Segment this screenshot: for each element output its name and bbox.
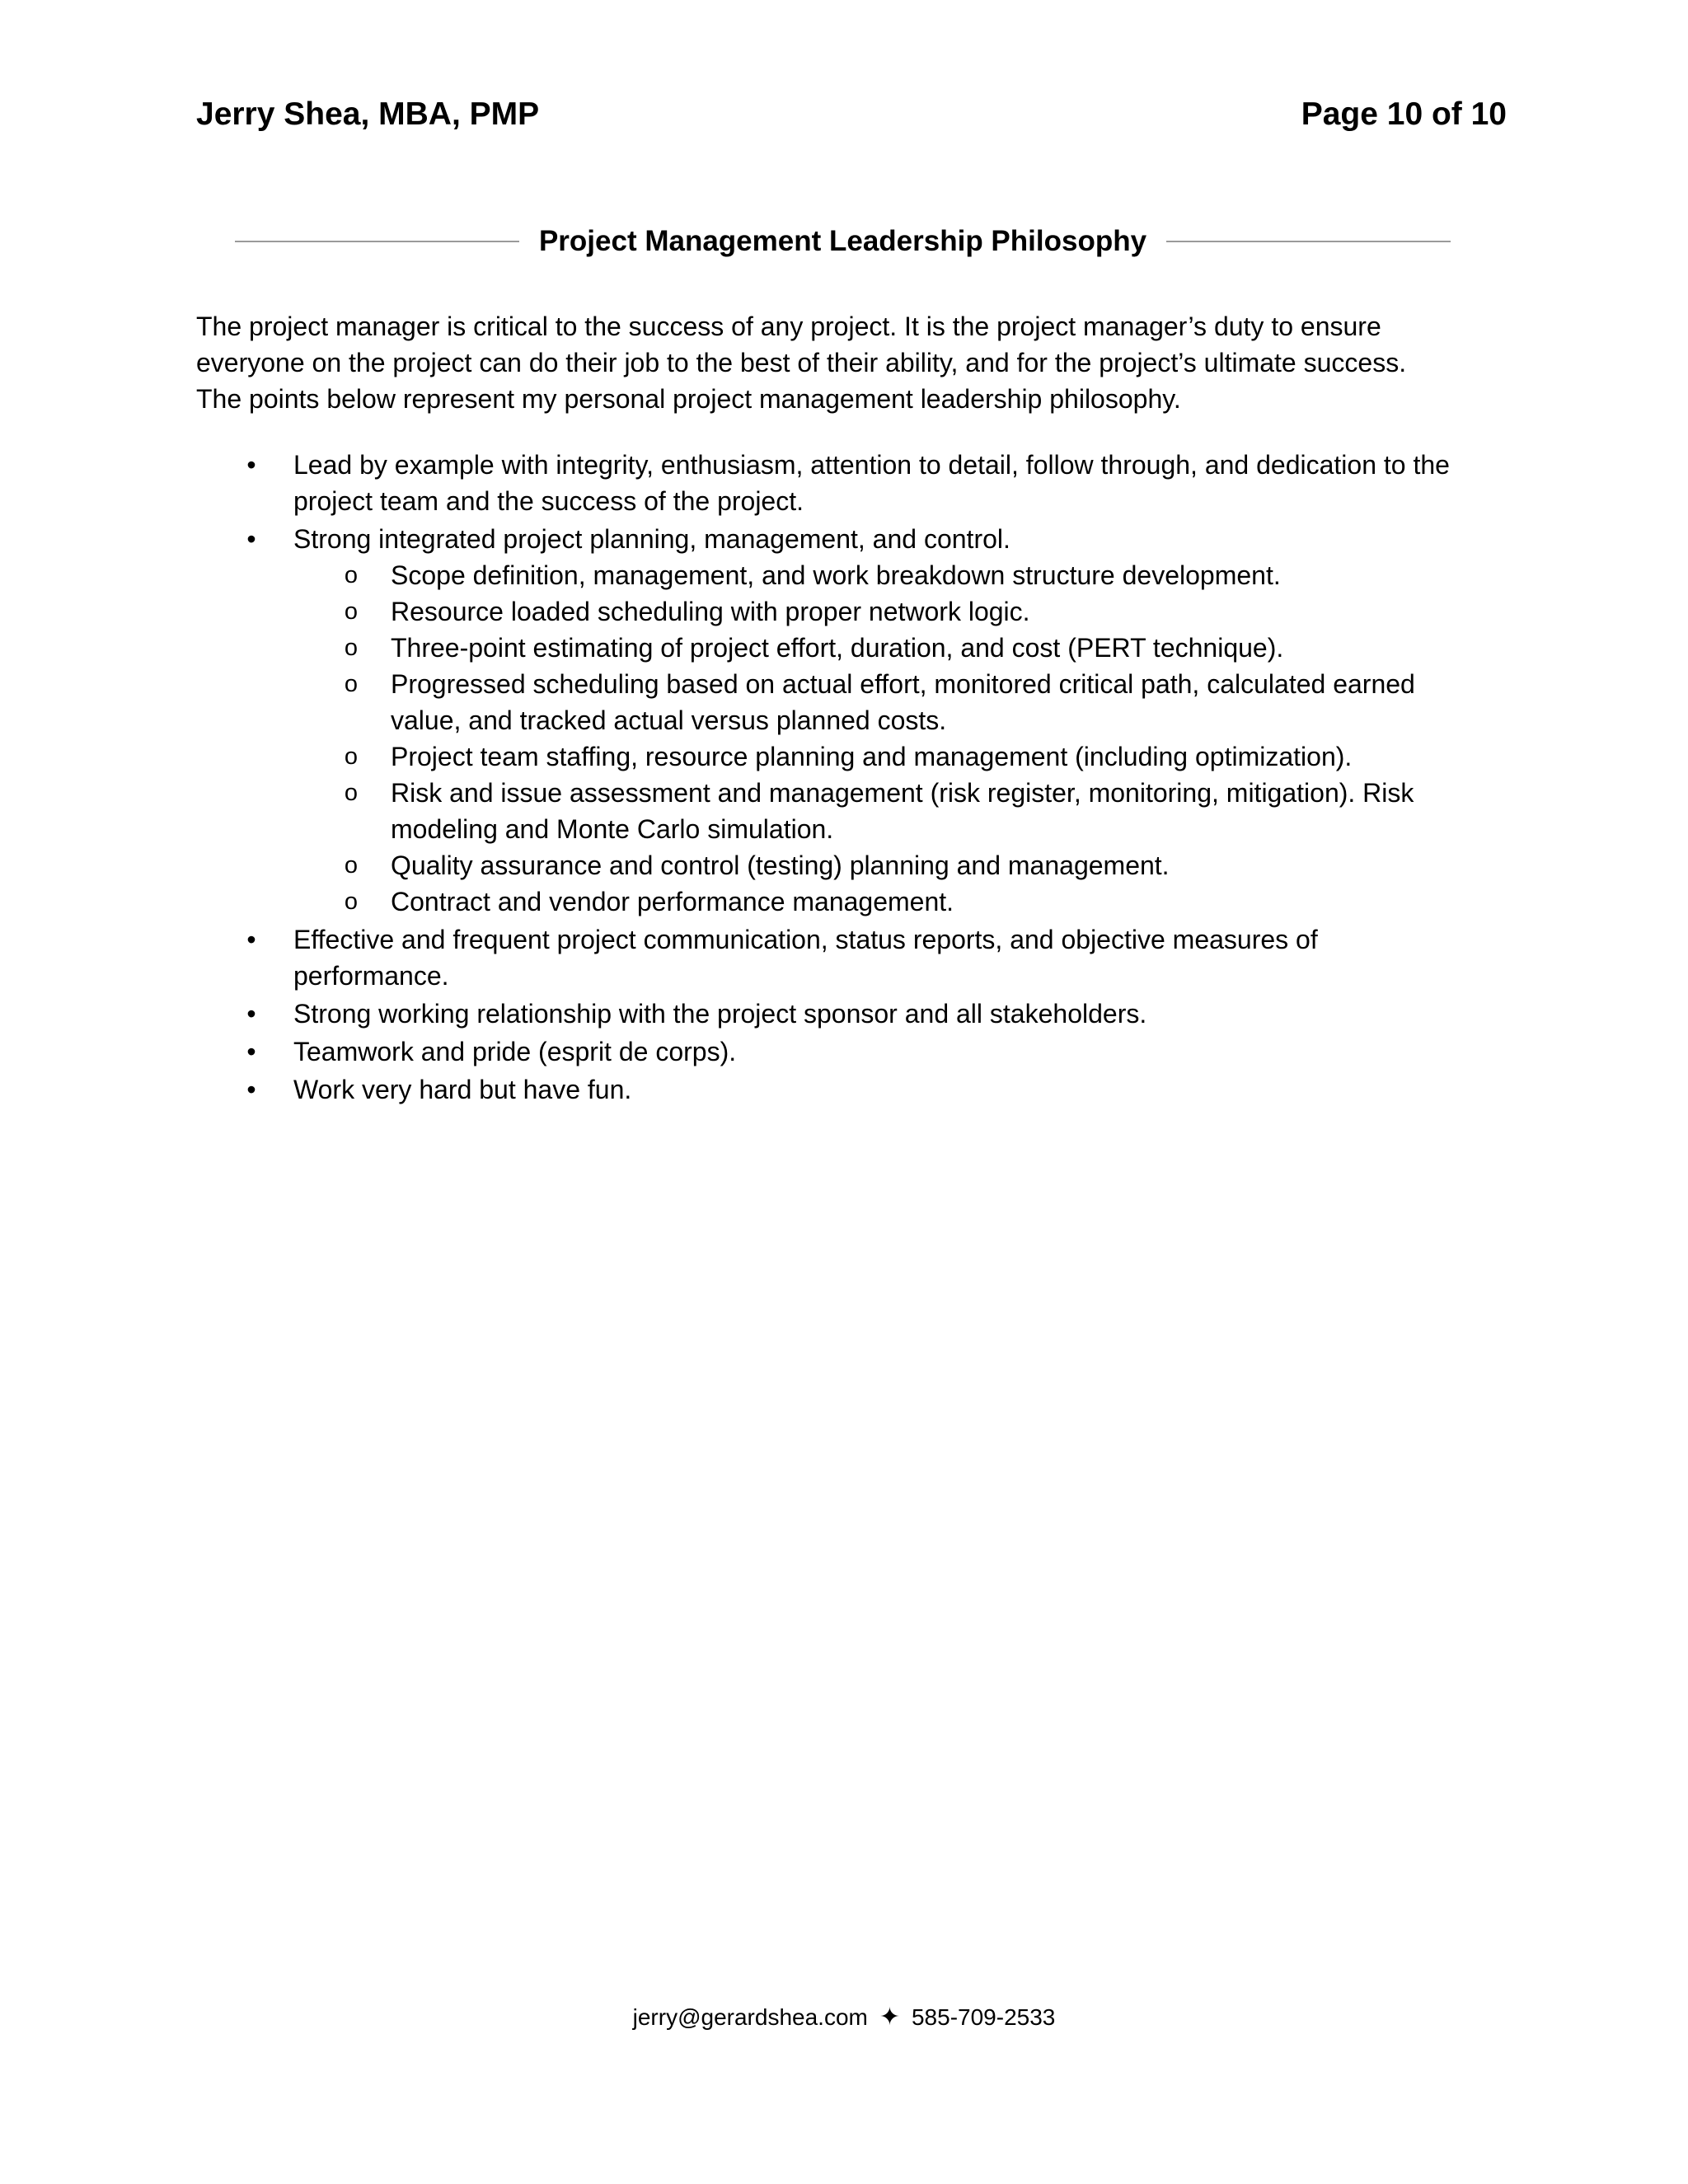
bullet-text — [293, 1037, 736, 1066]
circle-bullet-icon: o — [344, 635, 359, 661]
sub-list — [293, 557, 1515, 920]
text-line: value, and tracked actual versus planned costs. — [391, 705, 947, 735]
text-line: The project manager is critical to the success of any project. It is the project manager’s duty to ensure — [196, 312, 1381, 341]
sub-bullet-item — [293, 557, 1515, 593]
text-line: project team and the success of the project. — [293, 486, 804, 516]
heading-rule-right — [1166, 241, 1451, 242]
text-line: Work very hard but have fun. — [293, 1075, 632, 1104]
bullet-text — [293, 925, 1318, 991]
circle-bullet-icon: o — [344, 780, 359, 806]
text-line: Lead by example with integrity, enthusiasm, attention to detail, follow through, and dedication to the — [293, 450, 1450, 480]
sub-bullet-item — [293, 775, 1515, 847]
section-title: Project Management Leadership Philosophy — [538, 225, 1147, 257]
bullet-item — [196, 447, 1515, 519]
text-line: Quality assurance and control (testing) planning and management. — [391, 851, 1170, 880]
text-line: Contract and vendor performance management. — [391, 887, 954, 916]
sub-bullet-text — [391, 851, 1170, 880]
circle-bullet-icon: o — [344, 743, 359, 770]
philosophy-list — [196, 447, 1515, 1109]
bullet-item — [196, 921, 1515, 994]
bullet-item — [196, 1071, 1515, 1108]
text-line: Three-point estimating of project effort, duration, and cost (PERT technique). — [391, 633, 1284, 663]
bullet-dot-icon: • — [246, 999, 256, 1029]
bullet-text — [293, 524, 1010, 554]
circle-bullet-icon: o — [344, 598, 359, 625]
sub-bullet-item — [293, 738, 1515, 775]
text-line: performance. — [293, 961, 449, 991]
sub-bullet-item — [293, 883, 1515, 920]
circle-bullet-icon: o — [344, 888, 359, 915]
text-line: Progressed scheduling based on actual effort, monitored critical path, calculated earned — [391, 669, 1415, 699]
text-line: everyone on the project can do their job to the best of their ability, and for the project’s ultimate success. — [196, 348, 1407, 377]
bullet-dot-icon: • — [246, 524, 256, 554]
sub-bullet-text — [391, 633, 1283, 663]
text-line: Strong working relationship with the project sponsor and all stakeholders. — [293, 999, 1147, 1029]
sub-bullet-text — [391, 560, 1281, 590]
text-line: Risk and issue assessment and management (risk register, monitoring, mitigation). Risk — [391, 778, 1414, 808]
bullet-text — [293, 1075, 631, 1104]
circle-bullet-icon: o — [344, 562, 359, 588]
bullet-dot-icon: • — [246, 1037, 256, 1066]
heading-rule-left — [235, 241, 519, 242]
sub-bullet-item — [293, 630, 1515, 666]
bullet-item — [196, 521, 1515, 920]
circle-bullet-icon: o — [344, 671, 359, 697]
sub-bullet-item — [293, 847, 1515, 883]
intro-paragraph — [196, 308, 1515, 417]
footer-contact — [0, 2003, 1688, 2032]
circle-bullet-icon: o — [344, 852, 359, 879]
footer-email: jerry@gerardshea.com — [632, 2004, 868, 2030]
text-line: Scope definition, management, and work breakdown structure development. — [391, 560, 1281, 590]
bullet-item — [196, 996, 1515, 1032]
bullet-dot-icon: • — [246, 925, 256, 954]
sub-bullet-text — [391, 669, 1415, 735]
bullet-item — [196, 1033, 1515, 1070]
footer-phone: 585-709-2533 — [911, 2004, 1056, 2030]
bullet-dot-icon: • — [246, 1075, 256, 1104]
sub-bullet-text — [391, 887, 954, 916]
header-name: Jerry Shea, MBA, PMP — [196, 96, 540, 132]
text-line: Teamwork and pride (esprit de corps). — [293, 1037, 737, 1066]
sub-bullet-text — [391, 597, 1030, 626]
text-line: Resource loaded scheduling with proper network logic. — [391, 597, 1030, 626]
sub-bullet-item — [293, 593, 1515, 630]
bullet-text — [293, 450, 1450, 516]
bullet-dot-icon: • — [246, 450, 256, 480]
star-separator-icon: ✦ — [879, 2004, 900, 2031]
sub-bullet-text — [391, 778, 1414, 844]
text-line: Effective and frequent project communication, status reports, and objective measures of — [293, 925, 1318, 954]
text-line: Strong integrated project planning, management, and control. — [293, 524, 1010, 554]
bullet-text — [293, 999, 1146, 1029]
text-line: Project team staffing, resource planning and management (including optimization). — [391, 742, 1353, 771]
section-heading — [235, 221, 1451, 262]
page-number: Page 10 of 10 — [1301, 96, 1507, 132]
text-line: The points below represent my personal project management leadership philosophy. — [196, 384, 1181, 414]
sub-bullet-text — [391, 742, 1352, 771]
sub-bullet-item — [293, 666, 1515, 738]
text-line: modeling and Monte Carlo simulation. — [391, 814, 834, 844]
